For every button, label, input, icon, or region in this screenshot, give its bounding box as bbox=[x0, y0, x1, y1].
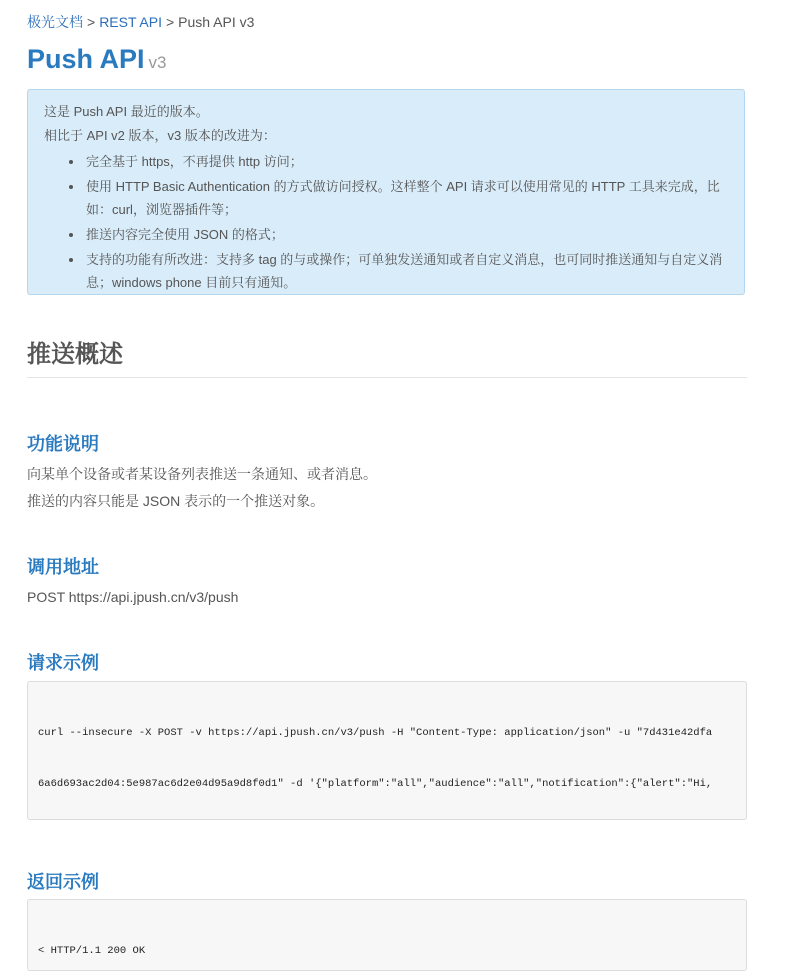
version-info-box bbox=[27, 89, 745, 295]
list-item: • 使用 HTTP Basic Authentication 的方式做访问授权。这样整个 API 请求可以使用常见的 HTTP 工具来完成，比如：curl，浏览器插件等； bbox=[84, 175, 728, 221]
request-code-block bbox=[27, 681, 747, 820]
note-line: 这是 Push API 最近的版本。 bbox=[44, 104, 209, 119]
page-title bbox=[27, 44, 167, 75]
code-line: < HTTP/1.1 200 OK bbox=[38, 945, 146, 957]
heading-function: 功能说明 bbox=[27, 434, 99, 454]
code-line: curl --insecure -X POST -v https://api.jpush.cn/v3/push -H "Content-Type: application/json" -u "7d431e42dfa bbox=[38, 727, 713, 739]
breadcrumb bbox=[27, 12, 254, 32]
page-title-version: v3 bbox=[148, 53, 167, 72]
list-item: • 支持的功能有所改进：支持多 tag 的与或操作；可单独发送通知或者自定义消息，也可同时推送通知与自定义消息；windows phone 目前只有通知。 bbox=[84, 248, 728, 294]
code-line: 6a6d693ac2d04:5e987ac6d2e04d95a9d8f0d1" -d '{"platform":"all","audience":"all","notification":{"alert":"Hi, bbox=[38, 778, 713, 790]
heading-response-example: 返回示例 bbox=[27, 872, 99, 892]
endpoint-url: POST https://api.jpush.cn/v3/push bbox=[27, 589, 239, 605]
section-heading-overview: 推送概述 bbox=[27, 334, 747, 378]
breadcrumb-separator: > bbox=[165, 14, 175, 30]
breadcrumb-current: Push API v3 bbox=[178, 14, 255, 30]
breadcrumb-link-docs[interactable]: 极光文档 bbox=[27, 14, 83, 30]
breadcrumb-separator: > bbox=[87, 14, 96, 30]
function-description-line: 向某单个设备或者某设备列表推送一条通知、或者消息。 bbox=[27, 466, 377, 482]
page-title-text: Push API bbox=[27, 44, 145, 74]
function-description-line: 推送的内容只能是 JSON 表示的一个推送对象。 bbox=[27, 493, 325, 509]
note-line: 相比于 API v2 版本，v3 版本的改进为： bbox=[44, 128, 276, 143]
list-item: • 完全基于 https，不再提供 http 访问； bbox=[84, 150, 728, 173]
heading-request-example: 请求示例 bbox=[27, 653, 99, 673]
breadcrumb-link-rest-api[interactable]: REST API bbox=[99, 14, 162, 30]
list-item: • 推送内容完全使用 JSON 的格式； bbox=[84, 223, 728, 246]
improvements-list bbox=[44, 150, 728, 294]
heading-endpoint: 调用地址 bbox=[27, 557, 99, 577]
response-code-block bbox=[27, 899, 747, 971]
